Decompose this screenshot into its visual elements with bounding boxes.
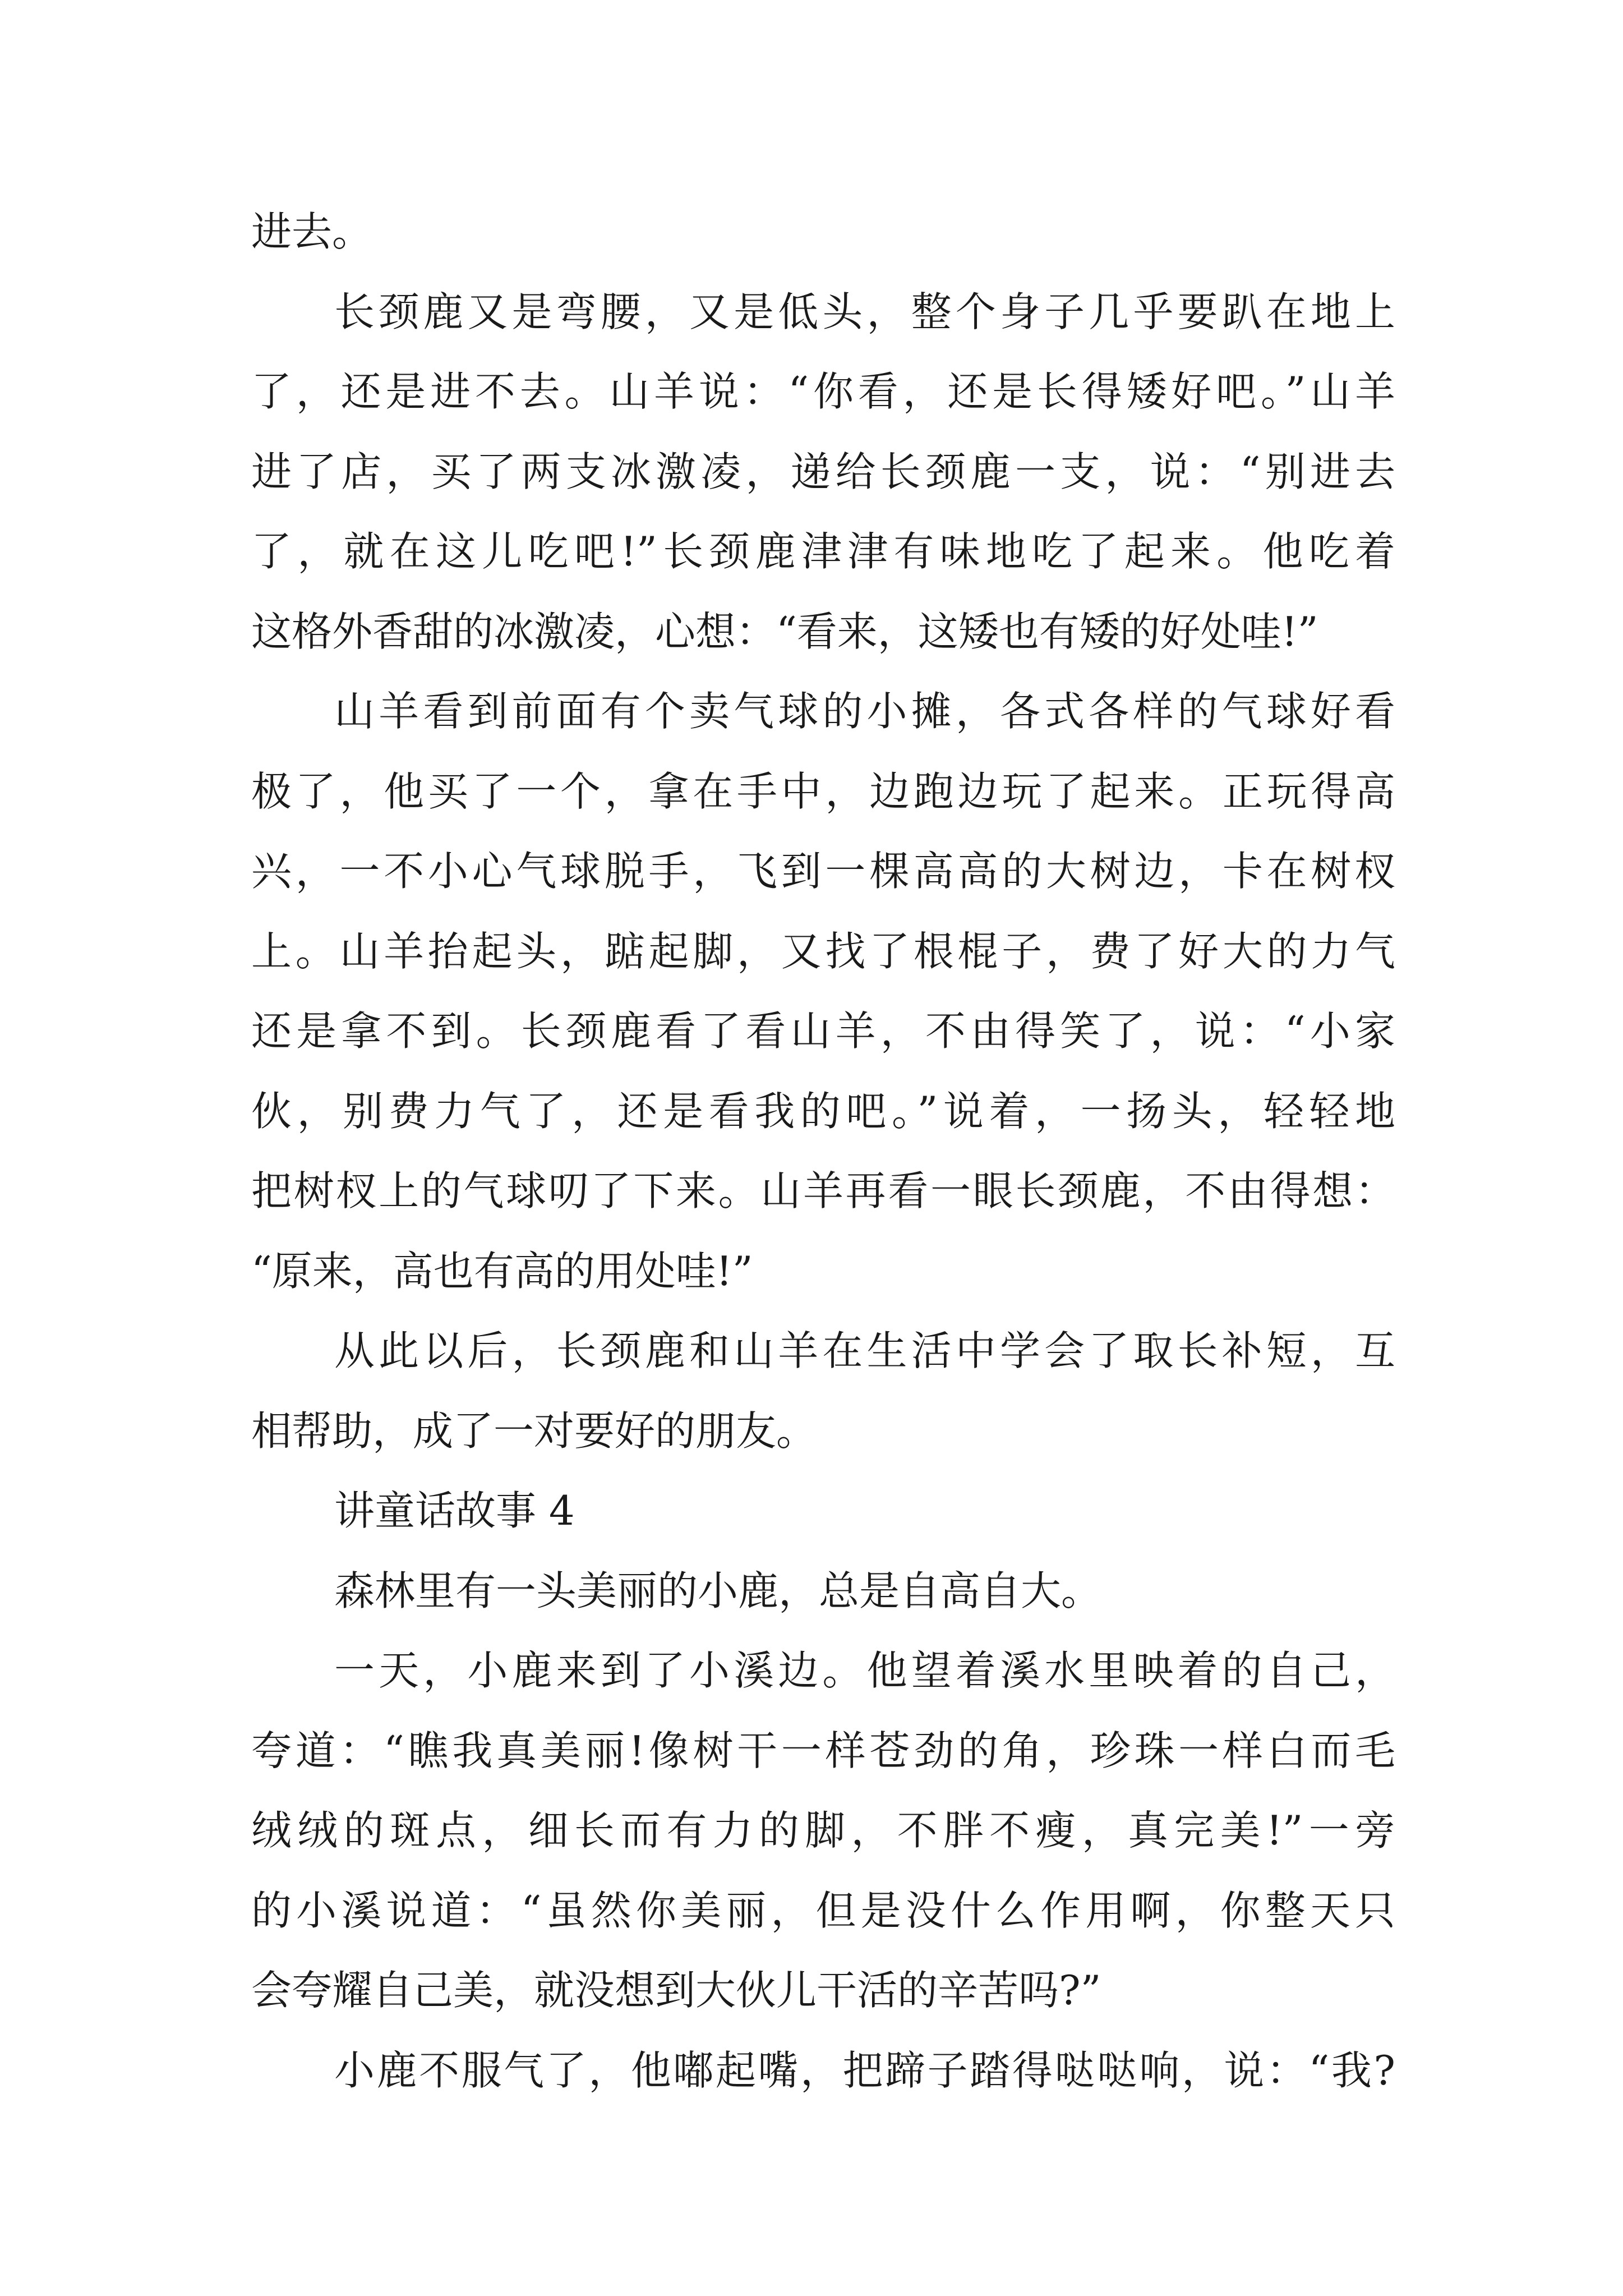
text-line: 森林里有一头美丽的小鹿，总是自高自大。 [334, 1567, 1102, 1614]
text-line: “原来，高也有高的用处哇!” [251, 1247, 753, 1295]
text-line: 把树杈上的气球叨了下来。山羊再看一眼长颈鹿，不由得想： [251, 1167, 1395, 1214]
text-line: 的小溪说道：“虽然你美丽，但是没什么作用啊，你整天只 [251, 1887, 1395, 1934]
text-line: 绒绒的斑点，细长而有力的脚，不胖不瘦，真完美!”一旁 [251, 1807, 1395, 1854]
text-line: 小鹿不服气了，他嘟起嘴，把蹄子踏得哒哒响，说：“我? [334, 2046, 1395, 2094]
text-line: 山羊看到前面有个卖气球的小摊，各式各样的气球好看 [334, 688, 1395, 735]
text-line: 从此以后，长颈鹿和山羊在生活中学会了取长补短，互 [334, 1327, 1395, 1374]
text-line: 了，还是进不去。山羊说：“你看，还是长得矮好吧。”山羊 [251, 368, 1395, 415]
text-line: 这格外香甜的冰激凌，心想：“看来，这矮也有矮的好处哇!” [251, 608, 1318, 655]
text-line: 会夸耀自己美，就没想到大伙儿干活的辛苦吗?” [251, 1967, 1101, 2014]
text-line: 进去。 [251, 208, 373, 255]
text-line: 了，就在这儿吃吧!”长颈鹿津津有味地吃了起来。他吃着 [251, 528, 1395, 575]
text-line: 还是拿不到。长颈鹿看了看山羊，不由得笑了，说：“小家 [251, 1007, 1395, 1055]
text-line: 长颈鹿又是弯腰，又是低头，整个身子几乎要趴在地上 [334, 288, 1395, 335]
text-line: 上。山羊抬起头，踮起脚，又找了根棍子，费了好大的力气 [251, 927, 1395, 975]
text-line: 进了店，买了两支冰激凌，递给长颈鹿一支，说：“别进去 [251, 448, 1395, 495]
text-line: 相帮助，成了一对要好的朋友。 [251, 1407, 817, 1455]
text-line: 兴，一不小心气球脱手，飞到一棵高高的大树边，卡在树杈 [251, 848, 1395, 895]
text-line: 伙，别费力气了，还是看我的吧。”说着，一扬头，轻轻地 [251, 1087, 1395, 1135]
text-line: 极了，他买了一个，拿在手中，边跑边玩了起来。正玩得高 [251, 767, 1395, 815]
text-line: 讲童话故事 4 [334, 1487, 575, 1534]
story-text [251, 192, 1395, 2110]
text-line: 一天，小鹿来到了小溪边。他望着溪水里映着的自己， [334, 1647, 1395, 1694]
text-line: 夸道：“瞧我真美丽!像树干一样苍劲的角，珍珠一样白而毛 [251, 1727, 1395, 1774]
